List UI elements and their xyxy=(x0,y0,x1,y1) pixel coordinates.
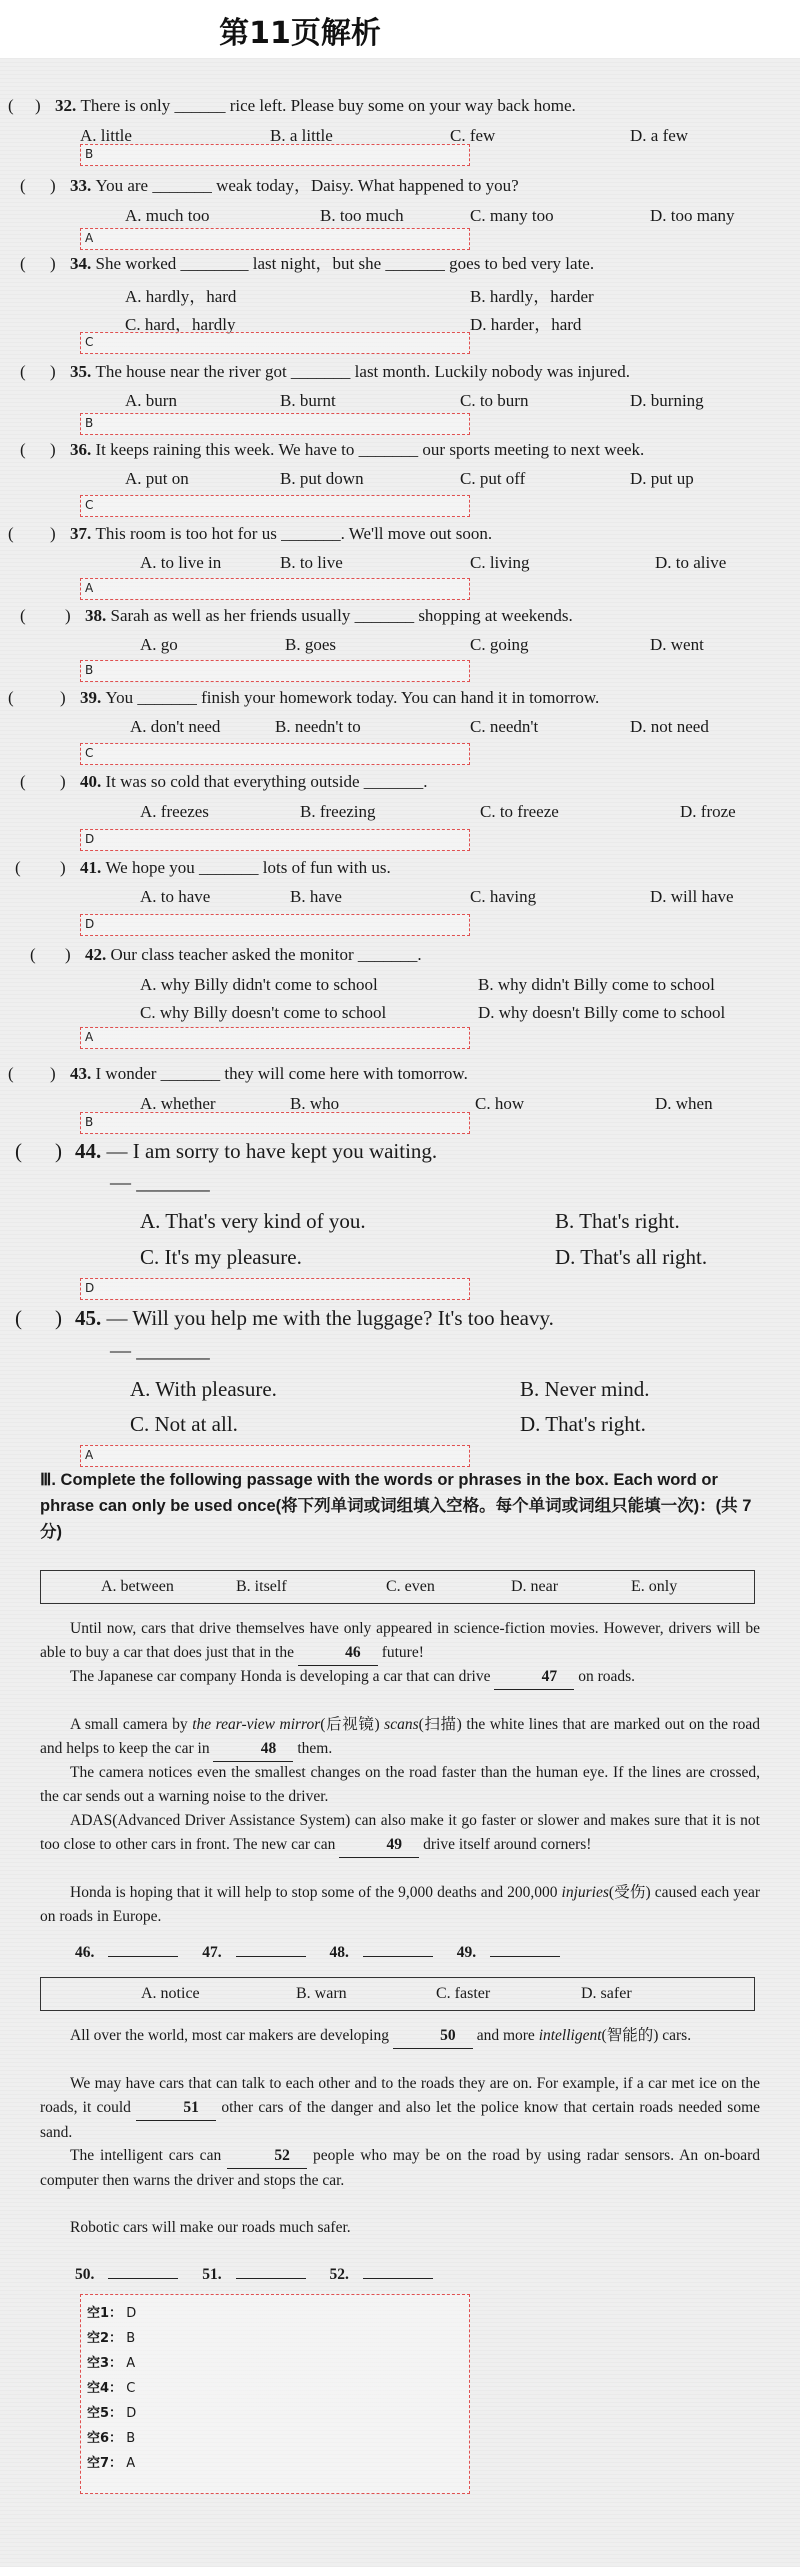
passage-paragraph: A small camera by the rear-view mirror(后视镜) scans(扫描) the white lines that are marked out on the road and helps to keep the car in 48 them. xyxy=(40,1713,760,1762)
option-d: D. burning xyxy=(630,391,704,410)
answer-bracket-close: ) xyxy=(50,1064,56,1083)
response-blank: — _______ xyxy=(110,1338,210,1362)
word-box-1 xyxy=(40,1570,755,1604)
word-box-item: A. notice xyxy=(141,1985,200,2002)
word-box-item: B. warn xyxy=(296,1985,347,2002)
option-a: A. hardly，hard xyxy=(125,287,237,306)
answer-bracket-close: ) xyxy=(65,945,71,964)
answer-box: C xyxy=(80,743,470,765)
response-blank: — _______ xyxy=(110,1170,210,1194)
option-d: D. a few xyxy=(630,126,689,145)
question-stem: 33. You are _______ weak today，Daisy. What happened to you? xyxy=(70,176,519,195)
option-b: B. to live xyxy=(280,553,343,572)
option-c: C. Not at all. xyxy=(130,1412,238,1436)
option-b: B. That's right. xyxy=(555,1209,680,1233)
question-stem: 40. It was so cold that everything outside _______. xyxy=(80,772,428,791)
answer-bracket-close: ) xyxy=(50,524,56,543)
answer-bracket-open: ( xyxy=(15,1139,22,1163)
option-b: B. too much xyxy=(320,206,404,225)
option-d: D. froze xyxy=(680,802,736,821)
passage-paragraph: ADAS(Advanced Driver Assistance System) can also make it go faster or slower and makes sure that it is not too close to other cars in front. The new car can 49 drive itself around corners! xyxy=(40,1809,760,1858)
answer-bracket-close: ) xyxy=(55,1306,62,1330)
passage-paragraph: Honda is hoping that it will help to stop some of the 9,000 deaths and 200,000 injuries(受伤) caused each year on roads in Europe. xyxy=(40,1884,760,1925)
answer-bracket-open: ( xyxy=(15,858,21,877)
option-b: B. have xyxy=(290,887,342,906)
option-a: A. little xyxy=(80,126,132,145)
answer-bracket-close: ) xyxy=(55,1139,62,1163)
option-c: C. needn't xyxy=(470,717,539,736)
answer-bracket-close: ) xyxy=(50,176,56,195)
blank-answer: 空6： B xyxy=(87,2431,136,2446)
option-c: C. many too xyxy=(470,206,554,225)
answer-bracket-open: ( xyxy=(8,96,14,115)
answer-box: D xyxy=(80,829,470,851)
passage-paragraph: Robotic cars will make our roads much safer. xyxy=(70,2219,351,2236)
question-stem: 37. This room is too hot for us _______. We'll move out soon. xyxy=(70,524,493,543)
option-c: C. to burn xyxy=(460,391,529,410)
option-d: D. went xyxy=(650,635,704,654)
option-c: C. how xyxy=(475,1094,525,1113)
question-stem: 43. I wonder _______ they will come here with tomorrow. xyxy=(70,1064,468,1083)
answer-box: A xyxy=(80,228,470,250)
page-title: 第11页解析 xyxy=(219,16,381,51)
word-box-2 xyxy=(40,1977,755,2011)
option-a: A. whether xyxy=(140,1094,216,1113)
answer-blanks-2: 50. 51. 52. xyxy=(75,2266,453,2284)
option-d: D. harder，hard xyxy=(470,315,582,334)
question-stem: 35. The house near the river got _______ last month. Luckily nobody was injured. xyxy=(70,362,630,381)
option-a: A. freezes xyxy=(140,802,209,821)
question-stem: 42. Our class teacher asked the monitor _______. xyxy=(85,945,422,964)
option-b: B. needn't to xyxy=(275,717,361,736)
option-c: C. living xyxy=(470,553,530,572)
passage-paragraph: All over the world, most car makers are developing 50 and more intelligent(智能的) cars. xyxy=(40,2024,760,2049)
option-a: A. to live in xyxy=(140,553,222,572)
answer-bracket-close: ) xyxy=(60,858,66,877)
answer-bracket-open: ( xyxy=(8,688,14,707)
answer-box: B xyxy=(80,1112,470,1134)
option-b: B. a little xyxy=(270,126,333,145)
word-box-item: B. itself xyxy=(236,1578,287,1595)
option-b: B. why didn't Billy come to school xyxy=(478,975,715,994)
answer-bracket-open: ( xyxy=(20,254,26,273)
word-box-item: D. safer xyxy=(581,1985,632,2002)
option-a: A. put on xyxy=(125,469,189,488)
question-stem: 45. — Will you help me with the luggage? It's too heavy. xyxy=(75,1306,554,1330)
answer-bracket-open: ( xyxy=(20,606,26,625)
word-box-item: A. between xyxy=(101,1578,174,1595)
blank-answer: 空7： A xyxy=(87,2456,136,2471)
passage-paragraph: Until now, cars that drive themselves have only appeared in science-fiction movies. However, drivers will be able to buy a car that does just that in the 46 future! xyxy=(40,1617,760,1666)
option-b: B. Never mind. xyxy=(520,1377,650,1401)
answer-bracket-close: ) xyxy=(60,772,66,791)
passage-paragraph: The camera notices even the smallest changes on the road faster than the human eye. If the lines are crossed, the car sends out a warning noise to the driver. xyxy=(40,1764,760,1805)
option-b: B. burnt xyxy=(280,391,336,410)
answer-bracket-open: ( xyxy=(30,945,36,964)
passage-paragraph: The Japanese car company Honda is developing a car that can drive 47 on roads. xyxy=(40,1665,760,1690)
answer-bracket-open: ( xyxy=(8,1064,14,1083)
option-a: A. to have xyxy=(140,887,211,906)
option-b: B. put down xyxy=(280,469,364,488)
passage-paragraph: The intelligent cars can 52 people who may be on the road by using radar sensors. An on-board computer then warns the driver and stops the car. xyxy=(40,2144,760,2193)
section-heading: Ⅲ. Complete the following passage with the words or phrases in the box. Each word or phrase can only be used once(将下列单词或词组填入空格。每个单词或词组只能填一次)：(共 7 分) xyxy=(40,1471,752,1541)
answer-box: B xyxy=(80,413,470,435)
option-c: C. having xyxy=(470,887,537,906)
option-a: A. burn xyxy=(125,391,177,410)
option-d: D. That's all right. xyxy=(555,1245,708,1269)
option-b: B. freezing xyxy=(300,802,376,821)
blank-answer: 空5： D xyxy=(87,2406,137,2421)
answer-blanks-1: 46. 47. 48. 49. xyxy=(75,1944,580,1962)
answer-bracket-open: ( xyxy=(15,1306,22,1330)
answer-bracket-close: ) xyxy=(65,606,71,625)
option-a: A. That's very kind of you. xyxy=(140,1209,366,1233)
option-a: A. go xyxy=(140,635,178,654)
answer-bracket-open: ( xyxy=(8,524,14,543)
word-box-item: C. faster xyxy=(436,1985,491,2002)
answer-box: A xyxy=(80,578,470,600)
blank-answer: 空4： C xyxy=(87,2381,136,2396)
option-c: C. put off xyxy=(460,469,526,488)
option-a: A. With pleasure. xyxy=(130,1377,277,1401)
option-c: C. It's my pleasure. xyxy=(140,1245,302,1269)
passage-paragraph: We may have cars that can talk to each other and to the roads they are on. For example, if a car met ice on the roads, it could 51 other cars of the danger and also let the police know that certain roads needed some sand. xyxy=(40,2075,761,2141)
answer-bracket-open: ( xyxy=(20,176,26,195)
question-stem: 41. We hope you _______ lots of fun with us. xyxy=(80,858,391,877)
question-stem: 38. Sarah as well as her friends usually _______ shopping at weekends. xyxy=(85,606,573,625)
answer-box: A xyxy=(80,1445,470,1467)
question-stem: 44. — I am sorry to have kept you waiting. xyxy=(75,1139,438,1163)
option-c: C. hard，hardly xyxy=(125,315,236,334)
option-d: D. when xyxy=(655,1094,713,1113)
option-b: B. who xyxy=(290,1094,340,1113)
option-b: B. hardly，harder xyxy=(470,287,594,306)
answer-box: D xyxy=(80,914,470,936)
answer-box: A xyxy=(80,1027,470,1049)
option-a: A. much too xyxy=(125,206,210,225)
answer-bracket-close: ) xyxy=(50,362,56,381)
blank-answers-box xyxy=(80,2294,470,2494)
option-d: D. will have xyxy=(650,887,734,906)
question-stem: 32. There is only ______ rice left. Please buy some on your way back home. xyxy=(55,96,576,115)
answer-bracket-close: ) xyxy=(50,254,56,273)
option-d: D. That's right. xyxy=(520,1412,646,1436)
option-d: D. why doesn't Billy come to school xyxy=(478,1003,726,1022)
answer-bracket-open: ( xyxy=(20,772,26,791)
question-stem: 39. You _______ finish your homework today. You can hand it in tomorrow. xyxy=(80,688,600,707)
option-c: C. few xyxy=(450,126,496,145)
answer-bracket-open: ( xyxy=(20,440,26,459)
blank-answer: 空1： D xyxy=(87,2306,137,2321)
word-box-item: C. even xyxy=(386,1578,435,1595)
blank-answer: 空3： A xyxy=(87,2356,136,2371)
option-b: B. goes xyxy=(285,635,336,654)
option-d: D. not need xyxy=(630,717,709,736)
option-a: A. don't need xyxy=(130,717,221,736)
option-c: C. why Billy doesn't come to school xyxy=(140,1003,387,1022)
answer-box: D xyxy=(80,1278,470,1300)
answer-box: B xyxy=(80,660,470,682)
answer-bracket-open: ( xyxy=(20,362,26,381)
option-d: D. to alive xyxy=(655,553,727,572)
answer-box: C xyxy=(80,332,470,354)
option-c: C. to freeze xyxy=(480,802,559,821)
option-c: C. going xyxy=(470,635,529,654)
answer-box: C xyxy=(80,495,470,517)
answer-bracket-close: ) xyxy=(50,440,56,459)
answer-bracket-close: ) xyxy=(60,688,66,707)
word-box-item: D. near xyxy=(511,1578,559,1595)
blank-answer: 空2： B xyxy=(87,2331,136,2346)
word-box-item: E. only xyxy=(631,1578,678,1595)
option-d: D. too many xyxy=(650,206,735,225)
answer-bracket-close: ) xyxy=(35,96,41,115)
option-d: D. put up xyxy=(630,469,694,488)
question-stem: 34. She worked ________ last night，but she _______ goes to bed very late. xyxy=(70,254,595,273)
option-a: A. why Billy didn't come to school xyxy=(140,975,378,994)
answer-box: B xyxy=(80,144,470,166)
question-stem: 36. It keeps raining this week. We have to _______ our sports meeting to next week. xyxy=(70,440,645,459)
